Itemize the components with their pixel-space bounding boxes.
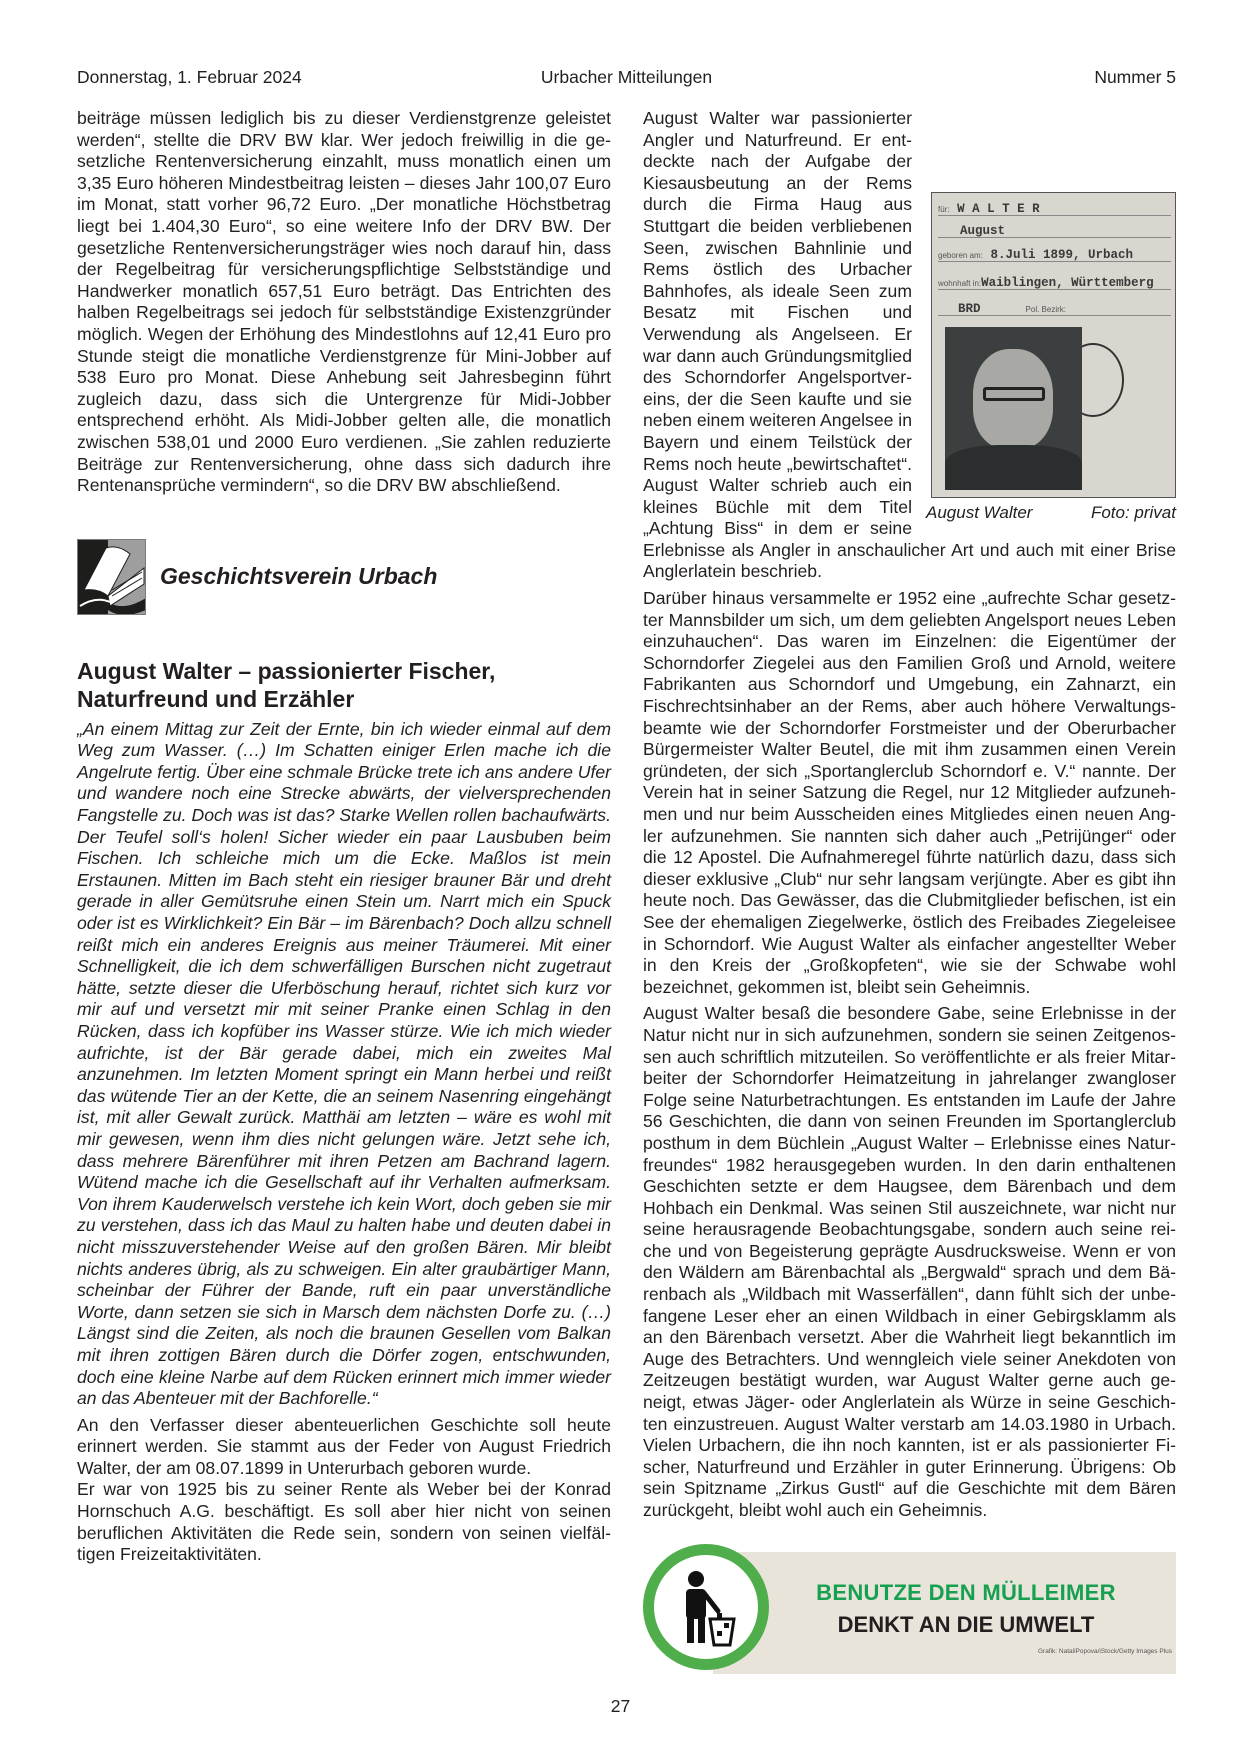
photo-caption — [926, 502, 1176, 524]
id-country: BRD — [958, 302, 981, 316]
photo-figure — [926, 194, 1176, 524]
story-quote: „An einem Mittag zur Zeit der Ernte, bin ich wieder einmal auf dem Weg zum Wasser. (…) Im Schatten einiger Erlen mache ich die Angelrute fertig. Über eine schmale Brücke trete ich ans andere Ufer und wandere noch eine Strecke abwärts, der vielversprechenden Fangstelle zu. Doch was ist das? Starke Wellen rollen bachaufwärts. Der Teufel soll‘s holen! Sicher wieder ein paar Lausbuben beim Fischen. Ich schleiche mich um die Ecke. Maßlos ist mein Erstaunen. Mitten im Bach steht ein riesiger brauner Bär und dreht gerade in aller Gemütsruhe einen Stein um. Narrt mich ein Spuck oder ist es Wirklichkeit? Ein Bär – im Bärenbach? Doch allzu schnell reißt mich ein anderes Ereignis aus meiner Träumerei. Mit einer Schnelligkeit, die ich dem schwerfälligen Burschen nicht zugetraut hätte, setzte dieser die Uferböschung herauf, richtet sich kurz vor mir auf und versetzt mir mit seiner Pranke einen Schlag in den Rücken, dass ich kopfüber ins Wasser stürze. Wie ich mich wieder aufrichte, ist der Bär gerade dabei, mich ein zweites Mal anzunehmen. Im letzten Moment springt ein Mann herbei und reißt das wütende Tier an der Kette, die an seinem Nasenring eingehängt ist, mit aller Gewalt zurück. Matthäi am letzten – wäre es wohl mit mir gewesen, wenn ihm dies nicht gelungen wäre. Jetzt sehe ich, dass mehrere Bärenführer mit ihren Petzen am Bachrand lagern. Wütend mache ich die Gesellschaft auf ihr Verhalten aufmerksam. Von ihrem Kauderwelsch verstehe ich kein Wort, doch geben sie mir zu verstehen, dass ich das Maul zu halten habe und deuten dabei in nicht misszuverstehender Weise auf den großen Bären. Mir bleibt nichts anderes übrig, als zu schweigen. Ein alter graubärtiger Mann, scheinbar der Führer der Bande, ruft ein paar unverständliche Worte, dann setzen sie sich in Marsch dem nächsten Dorfe zu. (…) Längst sind die Zeiten, als noch die braunen Gesellen vom Balkan mit ihren zottigen Bären durch die Dörfer zogen, entschwunden, doch eine kleine Narbe auf dem Rücken erinnert mich immer wieder an das Abenteuer mit der Bachforelle.“ — [77, 718, 611, 1409]
writer-paragraph: August Walter besaß die besondere Gabe, seine Erlebnisse in der Natur nicht nur in sich aufzunehmen, sondern sie seinen Zeitgenossen auch schriftlich mitzuteilen. So veröffentlichte er als freier Mitarbeiter der Schorndorfer Heimatzeitung in jahrelanger zwangloser Folge seine Naturbetrachtungen. Es entstanden im Laufe der Jahre 56 Geschichten, die dann von seinen Freunden im Sportanglerclub posthum in dem Büchlein „August Walter – Erlebnisse eines Naturfreundes“ 1982 herausgegeben wurden. In den darin enthaltenen Geschichten setzte er dem Haugsee, dem Bärenbach und dem Hohbach ein Denkmal. Was seinen Stil auszeichnete, war nicht nur seine herausragende Beobachtungsgabe, sondern auch seine reiche und von Begeisterung geprägte Ausdrucksweise. Wenn er von den Wäldern am Bärenbachtal als „Bergwald“ sprach und dem Bärenbach als „Wildbach mit Wasserfällen“, dann fühlt sich der unbefangene Leser eher an einen Wildbach in einer Gebirgsklamm als an den Bärenbach versetzt. Aber die Wahrheit liegt bekanntlich im Auge des Betrachters. Und wenngleich viele seiner Anekdoten von Zeitzeugen bestätigt wurden, war August Walter gerne auch geneigt, etwas Jäger- oder Anglerlatein als Würze in seine Geschichten einzustreuen. August Walter verstarb am 14.03.1980 in Urbach. Vielen Urbachern, die ihn noch kannten, ist er als passionierter Fischer, Naturfreund und Erzähler in guter Erinnerung. Übrigens: Ob sein Spitzname „Zirkus Gustl“ auf die Geschichte mit dem Bären zurückgeht, bleibt wohl auch ein Geheimnis. — [643, 1003, 1176, 1520]
header-publication: Urbacher Mitteilungen — [540, 67, 713, 87]
id-residence: Waiblingen, Württemberg — [981, 276, 1154, 290]
angler-paragraph: August Walter war passionierter Angler und Naturfreund. Er entdeckte nach der Aufgabe der Kiesausbeutung an der Rems durch die Firma Haug aus Stuttgart die beiden verbliebenen Seen, zwischen Bahnlinie und Rems östlich des Urbacher Bahnhofes, als ideale Seen zum Besatz mit Fischen und Verwendung als Angelseen. Er war dann auch Gründungsmitglied des Schorndorfer Angelsportvereins, der die Seen kaufte und sie neben einem weiteren Angelsee in Bayern und einem Teilstück der Rems noch heute „bewirtschaftet“. August Walter schrieb auch ein kleines Büchle mit dem Titel „Achtung Biss“ in dem er seine Erlebnisse als Angler in anschaulicher Art und auch mit einer Brise Anglerlatein beschrieb. — [643, 108, 1176, 582]
author-paragraph: An den Verfasser dieser abenteuerlichen Geschichte soll heute erinnert werden. Sie stammt aus der Feder von August Friedrich Walter, der am 08.07.1899 in Unterurbach geboren wurde. — [77, 1414, 611, 1478]
left-column — [77, 108, 611, 1566]
section-title: Geschichtsverein Urbach — [160, 562, 438, 589]
article-title-line2: Naturfreund und Erzähler — [77, 685, 355, 712]
ad-subline: DENKT AN DIE UMWELT — [837, 1612, 1095, 1637]
ad-credit: Grafik: NataliPopova/iStock/Getty Images Plus — [1037, 1648, 1172, 1655]
ad-headline: BENUTZE DEN MÜLLEIMER — [816, 1580, 1116, 1605]
club-paragraph: Darüber hinaus versammelte er 1952 eine „aufrechte Schar gesetzter Mannsbilder um sich, um dem geliebten Angelsport neues Leben einzuhauchen“. Das waren im Einzelnen: die Eigentümer der Schorndorfer Ziegelei aus den Familien Groß und Arnold, weitere Fabrikanten aus Schorndorf und Umgebung, ein Zahnarzt, ein Fischrechtsinhaber an der Rems, aber auch höhere Verwaltungsbeamte wie der Schorndorfer Forstmeister und der Oberurbacher Bürgermeister Walter Beutel, die mit ihm zusammen einen Verein gründeten, der sich „Sportanglerclub Schorndorf e. V.“ nannte. Der Verein hat in seiner Satzung die Regel, nur 12 Mitglieder aufzunehmen und nur beim Ausscheiden eines Mitgliedes einen neuen Angler aufzunehmen. Sie nannten sich daher auch „Petrijünger“ oder die 12 Apostel. Die Aufnahmeregel führte natürlich dazu, dass sich dieser exklusive „Club“ nur sehr langsam verjüngte. Aber es gibt ihn heute noch. Das Gewässer, das die Clubmitglieder befischen, ist ein See der ehemaligen Ziegelwerke, östlich des Freibades Ziegeleisee in Schorndorf. Wie August Walter als einfacher angestellter Weber in den Kreis der „Großkopfeten“, wie sie der Schwabe wohl bezeichnet, gekommen ist, bleibt sein Geheimnis. — [643, 588, 1176, 997]
section-header — [77, 537, 611, 617]
page-number: 27 — [610, 1696, 631, 1716]
header-date: Donnerstag, 1. Februar 2024 — [77, 67, 302, 87]
right-column — [643, 108, 1176, 1522]
page-header — [77, 66, 1176, 90]
header-issue: Nummer 5 — [1094, 67, 1176, 87]
waste-bin-ad — [643, 1540, 1176, 1670]
id-surname: W A L T E R — [957, 202, 1040, 216]
article-title-line1: August Walter – passionierter Fischer, — [77, 657, 496, 684]
career-paragraph: Er war von 1925 bis zu seiner Rente als Weber bei der Konrad Hornschuch A.G. beschäftigt. Es soll aber hier nicht von seinen beruflichen Aktivitäten die Rede sein, sondern von seinen vielfältigen Freizeitaktivitäten. — [77, 1479, 611, 1565]
article-title — [77, 657, 611, 713]
open-book-icon — [77, 539, 146, 615]
portrait-image — [945, 327, 1082, 490]
id-first-name: August — [960, 224, 1006, 238]
drv-continuation-paragraph: beiträge müssen lediglich bis zu dieser Verdienstgrenze geleistet werden“, stellte die DRV BW klar. Wer jedoch freiwillig in die gesetzliche Rentenversicherung einzahlt, muss monatlich einen um 3,35 Euro höheren Mindestbeitrag leisten – dieses Jahr 100,07 Euro im Monat, statt vorher 96,72 Euro. „Der monatliche Höchstbetrag liegt bei 1.404,30 Euro“, so eine weitere Info der DRV BW. Der gesetzliche Rentenversicherungsträger wies noch darauf hin, dass der Regelbeitrag für versicherungspflichtige Selbstständige und Handwerker monatlich 657,51 Euro beträgt. Das Entrichten des halben Regelbeitrags sei jedoch für selbstständige Existenzgründer möglich. Wegen der Erhöhung des Mindestlohns auf 12,41 Euro pro Stunde steigt die monatliche Verdienstgrenze für Mini-Jobber auf 538 Euro pro Monat. Diese Anhebung seit Jahresbeginn führt zugleich dazu, dass sich die Untergrenze für Midi-Jobber entsprechend erhöht. Als Midi-Jobber gelten alle, die monatlich zwischen 538,01 und 2000 Euro verdienen. „Sie zahlen reduzierte Beiträge zur Rentenversicherung, ohne dass sich dadurch ihre Rentenansprüche vermindern“, so die DRV BW abschließend. — [77, 108, 611, 496]
person-litter-bin-icon — [643, 1544, 769, 1670]
caption-name: August Walter — [926, 503, 1033, 522]
caption-credit: Foto: privat — [1090, 503, 1176, 522]
id-born: 8.Juli 1899, Urbach — [990, 248, 1133, 262]
id-card-photo: für: W A L T E R August geboren am: 8.Juli 1899, Urbach wohnhaft in:Waiblingen, Württemberg BRD Pol. Bezirk: — [931, 192, 1176, 498]
